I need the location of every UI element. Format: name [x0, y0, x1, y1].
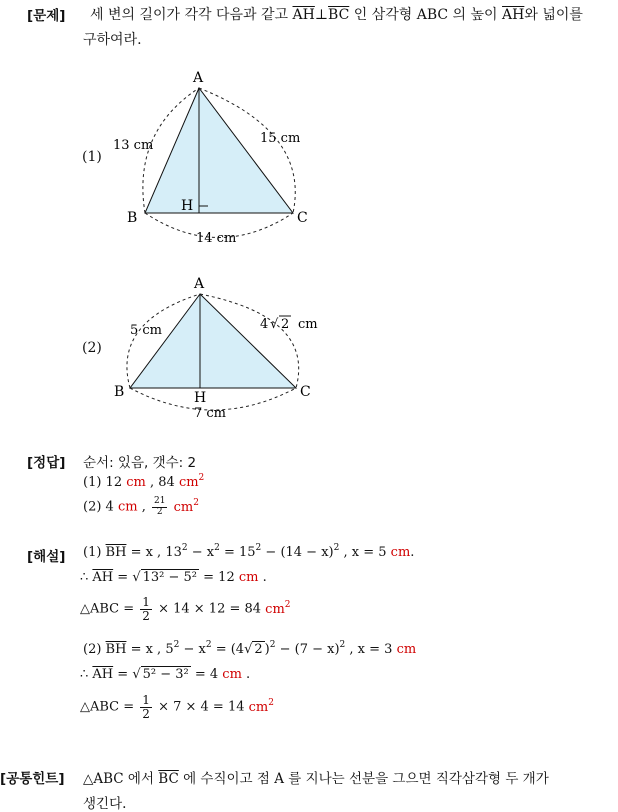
problem-line-2: 구하여라.	[83, 32, 142, 48]
figure1-label: (1)	[82, 149, 102, 165]
solution-1-line-1: (1) $\overline{BH} = x$ , $13^2 - x^2 = 15^2 - (14 - x)^2$ , x = 5 cm.	[83, 543, 415, 560]
hint-tag: [공통힌트]	[0, 771, 65, 787]
hint-line-1: △ABC 에서 $\overline{BC}$ 에 수직이고 점 A 를 지나는 선분을 그으면 직각삼각형 두 개가	[83, 771, 549, 787]
figure1-side-bc: 14 cm	[196, 231, 237, 246]
problem-line-1: 세 변의 길이가 각각 다음과 같고 $\overline{AH}\perp\overline{BC}$ 인 삼각형 ABC 의 높이 $\overline{AH}$와 넓이를	[90, 7, 583, 23]
figure2-shape	[130, 294, 296, 388]
solution-1-line-3: △ABC = $\frac{1}{2}$ × 14 × 12 = 84 $cm^2$	[80, 595, 291, 623]
answer-1: (1) 12 cm , 84 $cm^2$	[83, 473, 205, 490]
figure2-vertex-b: B	[114, 384, 125, 400]
answer-tag: [정답]	[27, 455, 66, 471]
figure2-side-ac-unit: cm	[298, 317, 318, 332]
figure1-vertex-c: C	[297, 210, 308, 226]
figure2-triangle	[100, 272, 340, 422]
figure1-side-ac: 15 cm	[260, 131, 301, 146]
figure2-side-ac-rad: 2	[281, 317, 290, 332]
hint-line-2: 생긴다.	[83, 796, 127, 812]
figure2-side-ab: 5 cm	[130, 323, 163, 338]
figure2-label: (2)	[82, 340, 102, 356]
figure2-side-ac-coef: 4	[260, 317, 269, 332]
solution-2-line-2: ∴ $\overline{AH}$ = √ 5² − 3² = 4 cm .	[80, 667, 251, 682]
figure1-side-ab: 13 cm	[113, 138, 154, 153]
figure2-side-bc: 7 cm	[194, 406, 227, 421]
solution-1-line-2: ∴ $\overline{AH}$ = √ 13² − 5² = 12 cm .	[80, 570, 267, 585]
figure1-vertex-b: B	[127, 210, 138, 226]
figure1-vertex-a: A	[193, 70, 204, 86]
solution-tag: [해설]	[27, 549, 66, 565]
solution-2-line-3: △ABC = $\frac{1}{2}$ × 7 × 4 = 14 $cm^2$	[80, 693, 274, 721]
solution-2-line-1: (2) $\overline{BH} = x$ , $5^2 - x^2 = (4√$ 2 )$^2 - (7 - x)^2$ , x = 3 cm	[83, 640, 417, 657]
answer-2: (2) 4 cm , $\frac{21}{2}$ $cm^2$	[83, 496, 199, 517]
figure2-vertex-a: A	[194, 276, 205, 292]
answer-meta: 순서: 있음, 갯수: 2	[83, 455, 197, 471]
figure1-shape	[145, 88, 293, 213]
problem-tag: [문제]	[27, 8, 66, 24]
figure1-triangle	[100, 62, 340, 252]
figure1-foot-h: H	[181, 198, 194, 214]
figure2-side-ac-radical: √	[270, 317, 279, 332]
figure2-foot-h: H	[194, 390, 207, 406]
figure2-vertex-c: C	[300, 384, 311, 400]
